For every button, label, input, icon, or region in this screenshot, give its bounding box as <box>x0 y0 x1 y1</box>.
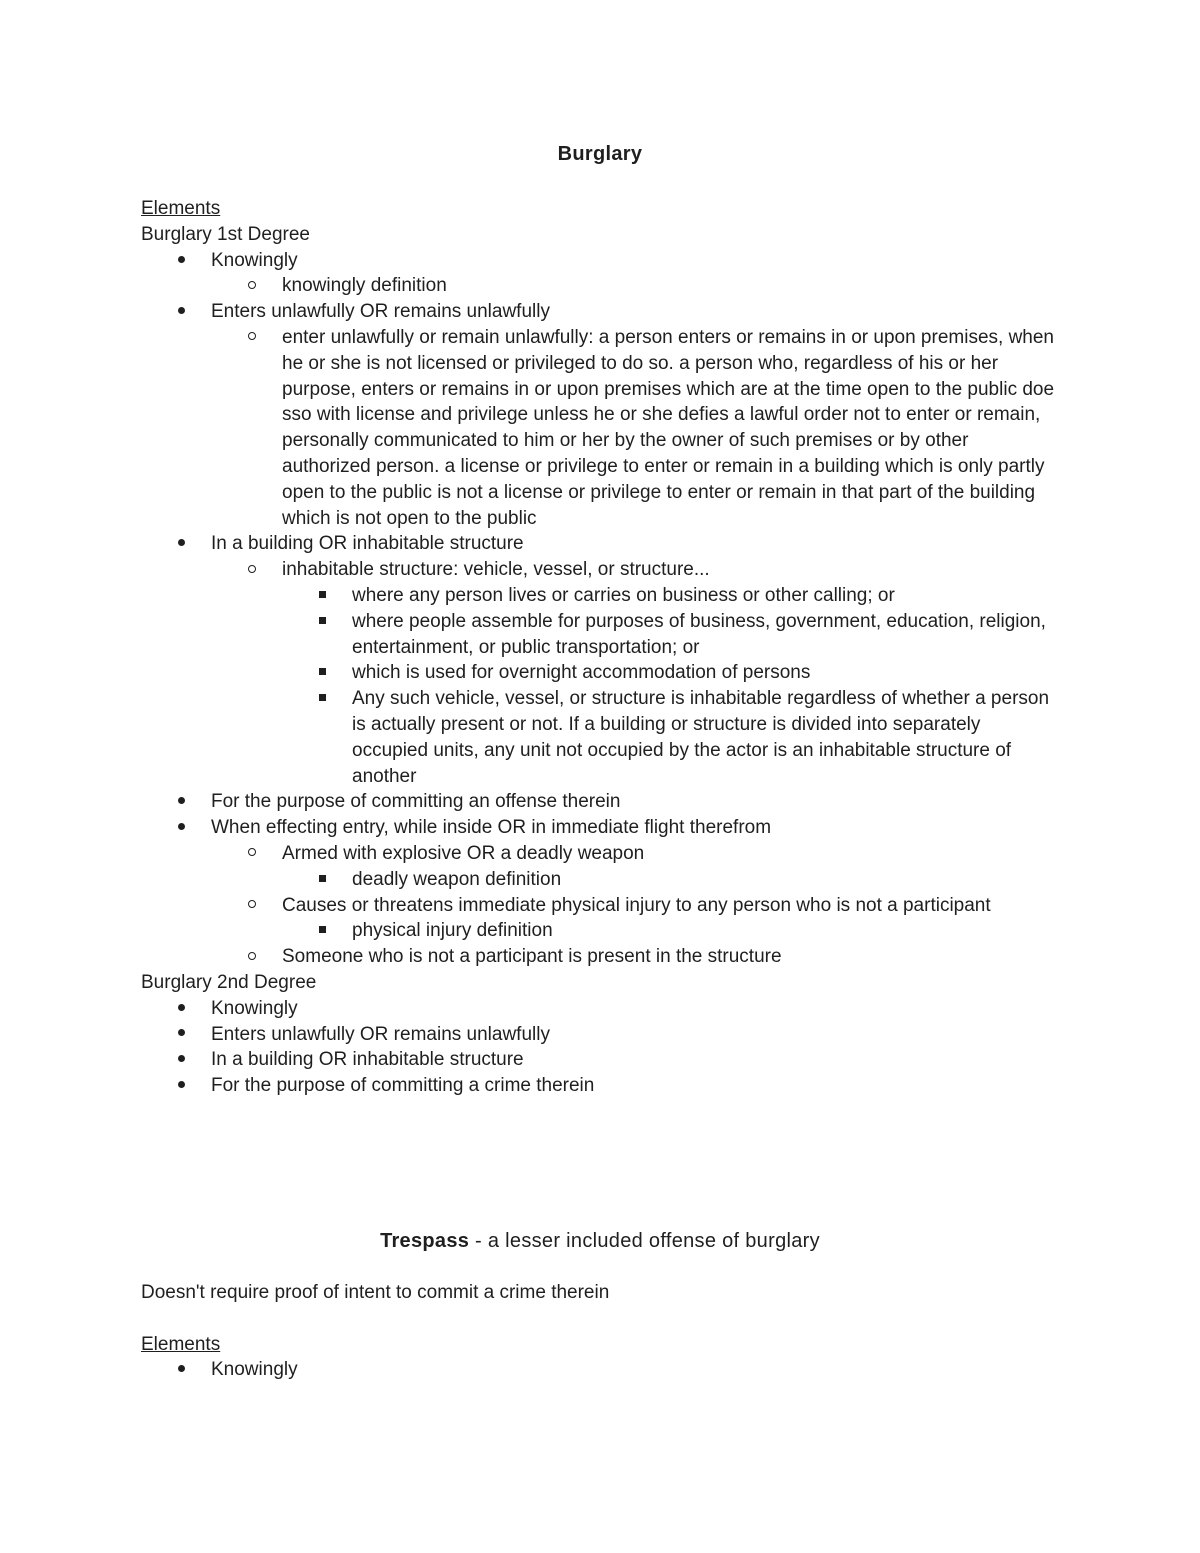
list-item <box>141 609 1061 661</box>
bullet-circle-icon <box>242 893 262 919</box>
list-item-text: Enters unlawfully OR remains unlawfully <box>211 1023 550 1045</box>
sub-sub-list <box>141 583 1061 789</box>
bullet-dot-icon <box>171 815 191 841</box>
first-degree-list <box>141 248 1061 274</box>
sub-sub-list <box>141 867 1061 893</box>
list-item-text: deadly weapon definition <box>352 868 562 890</box>
trespass-elements-heading: Elements <box>141 1333 221 1355</box>
list-item-text: Armed with explosive OR a deadly weapon <box>282 842 645 864</box>
list-item-text: For the purpose of committing a crime therein <box>211 1075 595 1097</box>
elements-heading: Elements <box>141 198 221 219</box>
list-item <box>141 583 1061 609</box>
bullet-circle-icon <box>242 841 262 867</box>
bullet-dot-icon <box>171 789 191 815</box>
list-item <box>141 273 1061 299</box>
list-item-text: In a building OR inhabitable structure <box>211 533 524 555</box>
page-title: Burglary <box>557 143 643 165</box>
sub-list <box>141 273 1061 299</box>
list-item <box>141 841 1061 867</box>
list-item <box>141 1073 1061 1099</box>
list-item-text: Knowingly <box>211 997 298 1019</box>
list-item-text: Knowingly <box>211 249 298 271</box>
bullet-square-icon <box>312 686 332 712</box>
trespass-title <box>0 1228 1200 1254</box>
second-degree-list <box>141 996 1061 1099</box>
list-item <box>141 660 1061 686</box>
bullet-circle-icon <box>242 557 262 583</box>
sub-list <box>141 841 1061 867</box>
spacer <box>141 1306 1061 1332</box>
bullet-dot-icon <box>171 299 191 325</box>
trespass-title-rest: - a lesser included offense of burglary <box>469 1229 820 1252</box>
bullet-dot-icon <box>171 1357 191 1383</box>
bullet-square-icon <box>312 918 332 944</box>
list-item <box>141 557 1061 583</box>
bullet-circle-icon <box>242 273 262 299</box>
list-item <box>141 686 1061 789</box>
list-item-text: enter unlawfully or remain unlawfully: a person enters or remains in or upon premises, when he or she is not licensed or privileged to do so. a person who, regardless of his or her purpose, enters or remains in or upon premises which are at the time open to the public doe sso with license and privilege unless he or she defies a lawful order not to enter or remain, personally communicated to him or her by the owner of such premises or by other authorized person. a license or privilege to enter or remain in a building which is only partly open to the public is not a license or privilege to enter or remain in that part of the building which is not open to the public <box>282 326 1055 529</box>
list-item <box>141 789 1061 815</box>
bullet-circle-icon <box>242 325 262 351</box>
spacer <box>141 1254 1061 1280</box>
bullet-square-icon <box>312 609 332 635</box>
list-item <box>141 531 1061 557</box>
trespass-note: Doesn't require proof of intent to commit a crime therein <box>141 1281 610 1303</box>
list-item <box>141 893 1061 919</box>
bullet-dot-icon <box>171 996 191 1022</box>
bullet-dot-icon <box>171 1022 191 1048</box>
list-item-text: inhabitable structure: vehicle, vessel, or structure... <box>282 559 710 581</box>
sub-sub-list <box>141 918 1061 944</box>
first-degree-list <box>141 789 1061 841</box>
first-degree-list <box>141 299 1061 325</box>
list-item <box>141 1357 1061 1383</box>
list-item-text: Enters unlawfully OR remains unlawfully <box>211 301 550 323</box>
list-item-text: where any person lives or carries on business or other calling; or <box>352 584 895 606</box>
bullet-square-icon <box>312 867 332 893</box>
list-item-text: where people assemble for purposes of business, government, education, religion, entertainment, or public transportation; or <box>352 610 1046 658</box>
list-item-text: Causes or threatens immediate physical injury to any person who is not a participant <box>282 894 991 916</box>
list-item <box>141 248 1061 274</box>
list-item-text: Someone who is not a participant is present in the structure <box>282 946 782 968</box>
list-item <box>141 325 1061 531</box>
list-item-text: Knowingly <box>211 1359 298 1381</box>
sub-list <box>141 893 1061 919</box>
bullet-circle-icon <box>242 944 262 970</box>
list-item-text: knowingly definition <box>282 275 447 297</box>
list-item <box>141 1022 1061 1048</box>
list-item <box>141 944 1061 970</box>
list-item <box>141 815 1061 841</box>
trespass-list <box>141 1357 1061 1383</box>
bullet-square-icon <box>312 583 332 609</box>
list-item <box>141 867 1061 893</box>
section-heading-first-degree: Burglary 1st Degree <box>141 223 310 245</box>
bullet-dot-icon <box>171 1047 191 1073</box>
list-item-text: In a building OR inhabitable structure <box>211 1049 524 1071</box>
bullet-square-icon <box>312 660 332 686</box>
sub-list <box>141 944 1061 970</box>
bullet-dot-icon <box>171 1073 191 1099</box>
spacer <box>141 1099 1061 1228</box>
first-degree-list <box>141 531 1061 557</box>
list-item <box>141 996 1061 1022</box>
bullet-dot-icon <box>171 248 191 274</box>
sub-list <box>141 325 1061 531</box>
list-item-text: physical injury definition <box>352 920 553 942</box>
list-item-text: When effecting entry, while inside OR in immediate flight therefrom <box>211 817 772 839</box>
sub-list <box>141 557 1061 583</box>
list-item <box>141 299 1061 325</box>
section-heading-second-degree: Burglary 2nd Degree <box>141 971 317 993</box>
bullet-dot-icon <box>171 531 191 557</box>
list-item <box>141 918 1061 944</box>
list-item-text: For the purpose of committing an offense therein <box>211 791 621 813</box>
list-item-text: which is used for overnight accommodation of persons <box>352 662 811 684</box>
list-item <box>141 1047 1061 1073</box>
document-body <box>141 196 1061 1383</box>
list-item-text: Any such vehicle, vessel, or structure is inhabitable regardless of whether a person is actually present or not. If a building or structure is divided into separately occupied units, any unit not occupied by the actor is an inhabitable structure of another <box>352 688 1050 787</box>
trespass-title-bold: Trespass <box>380 1229 470 1252</box>
